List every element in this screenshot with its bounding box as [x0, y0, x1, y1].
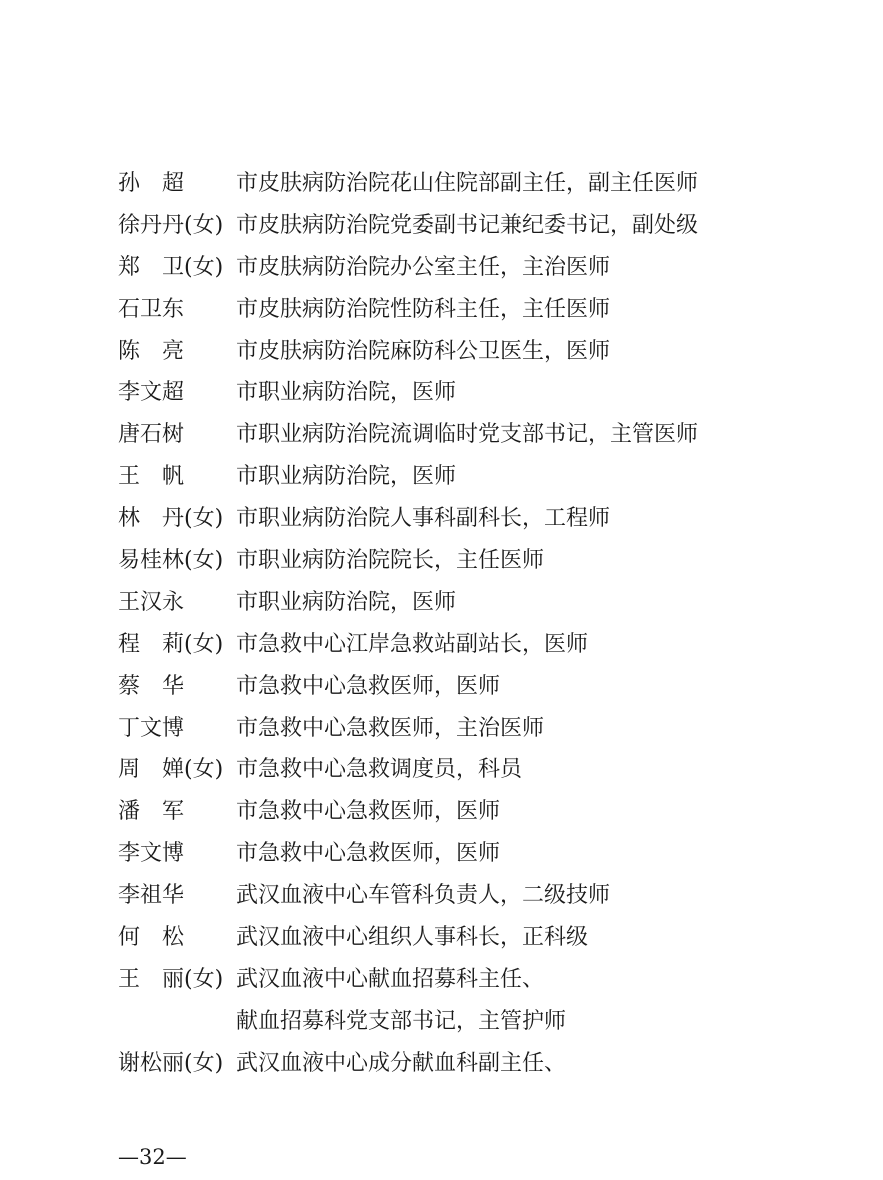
list-item: [118, 791, 818, 833]
position-description: [236, 1043, 818, 1085]
list-item: [118, 331, 818, 373]
position-description: [236, 540, 818, 582]
list-item: [118, 833, 818, 875]
list-item: [118, 708, 818, 750]
list-item: [118, 414, 818, 456]
position-line: 武汉血液中心车管科负责人，二级技师: [236, 883, 611, 909]
position-line: 市急救中心急救调度员，科员: [236, 757, 523, 783]
position-line: 市职业病防治院人事科副科长，工程师: [236, 506, 611, 532]
position-line: 市职业病防治院，医师: [236, 380, 457, 406]
person-name: 孙 超: [118, 171, 185, 196]
list-item: [118, 959, 818, 1043]
position-description: [236, 163, 818, 205]
position-line: 市皮肤病防治院党委副书记兼纪委书记，副处级: [236, 212, 699, 238]
position-line: 市职业病防治院，医师: [236, 464, 457, 490]
position-description: [236, 498, 818, 540]
position-description: [236, 414, 818, 456]
person-name: 潘 军: [118, 799, 185, 825]
position-line: 市皮肤病防治院麻防科公卫医生，医师: [236, 338, 611, 364]
person-name: 王汉永: [118, 589, 185, 615]
position-line: 市皮肤病防治院性防科主任，主任医师: [236, 296, 611, 322]
position-description: [236, 247, 818, 289]
list-item: [118, 289, 818, 331]
person-name: 易桂林(女): [118, 548, 224, 574]
list-item: [118, 624, 818, 666]
person-name: 唐石树: [118, 422, 185, 448]
person-name: 何 松: [118, 925, 185, 951]
person-name: 陈 亮: [118, 338, 185, 364]
position-description: [236, 749, 818, 791]
person-name: 徐丹丹(女): [118, 212, 224, 238]
position-line: 市急救中心急救医师，医师: [236, 799, 501, 825]
position-description: [236, 289, 818, 331]
list-item: [118, 875, 818, 917]
position-description: [236, 666, 818, 708]
list-item: [118, 917, 818, 959]
position-line: 武汉血液中心成分献血科副主任、: [236, 1050, 567, 1076]
person-name: 周 婵(女): [118, 757, 224, 783]
position-line: 市职业病防治院流调临时党支部书记，主管医师: [236, 422, 699, 448]
position-line: 武汉血液中心组织人事科长，正科级: [236, 925, 589, 951]
list-item: [118, 247, 818, 289]
list-item: [118, 1043, 818, 1085]
position-description: [236, 917, 818, 959]
position-line: 市皮肤病防治院花山住院部副主任，副主任医师: [236, 171, 699, 196]
position-line: 献血招募科党支部书记，主管护师: [236, 1008, 567, 1034]
position-line: 市急救中心江岸急救站副站长，医师: [236, 631, 589, 657]
list-item: [118, 582, 818, 624]
position-description: [236, 456, 818, 498]
page-number: —32—: [118, 1145, 187, 1169]
list-item: [118, 163, 818, 205]
position-line: 市职业病防治院，医师: [236, 589, 457, 615]
person-name: 李文超: [118, 380, 185, 406]
position-description: [236, 372, 818, 414]
position-description: [236, 582, 818, 624]
person-name: 程 莉(女): [118, 631, 224, 657]
position-description: [236, 791, 818, 833]
position-description: [236, 708, 818, 750]
person-name: 李文博: [118, 841, 185, 867]
person-name: 郑 卫(女): [118, 254, 224, 280]
position-description: [236, 624, 818, 666]
person-name: 林 丹(女): [118, 506, 224, 532]
position-line: 市职业病防治院院长，主任医师: [236, 548, 545, 574]
list-item: [118, 372, 818, 414]
honoree-list: [118, 163, 818, 1085]
person-name: 谢松丽(女): [118, 1050, 224, 1076]
list-item: [118, 666, 818, 708]
position-line: 武汉血液中心献血招募科主任、: [236, 966, 545, 992]
position-description: [236, 205, 818, 247]
position-description: [236, 331, 818, 373]
list-item: [118, 749, 818, 791]
list-item: [118, 540, 818, 582]
person-name: 石卫东: [118, 296, 185, 322]
position-line: 市皮肤病防治院办公室主任，主治医师: [236, 254, 611, 280]
position-description: [236, 875, 818, 917]
person-name: 李祖华: [118, 883, 185, 909]
person-name: 丁文博: [118, 715, 185, 741]
person-name: 蔡 华: [118, 673, 185, 699]
list-item: [118, 498, 818, 540]
person-name: 王 帆: [118, 464, 185, 490]
position-line: 市急救中心急救医师，医师: [236, 841, 501, 867]
position-description: [236, 833, 818, 875]
position-line: 市急救中心急救医师，主治医师: [236, 715, 545, 741]
position-line: 市急救中心急救医师，医师: [236, 673, 501, 699]
person-name: 王 丽(女): [118, 966, 224, 992]
position-description: [236, 959, 818, 1043]
list-item: [118, 456, 818, 498]
list-item: [118, 205, 818, 247]
